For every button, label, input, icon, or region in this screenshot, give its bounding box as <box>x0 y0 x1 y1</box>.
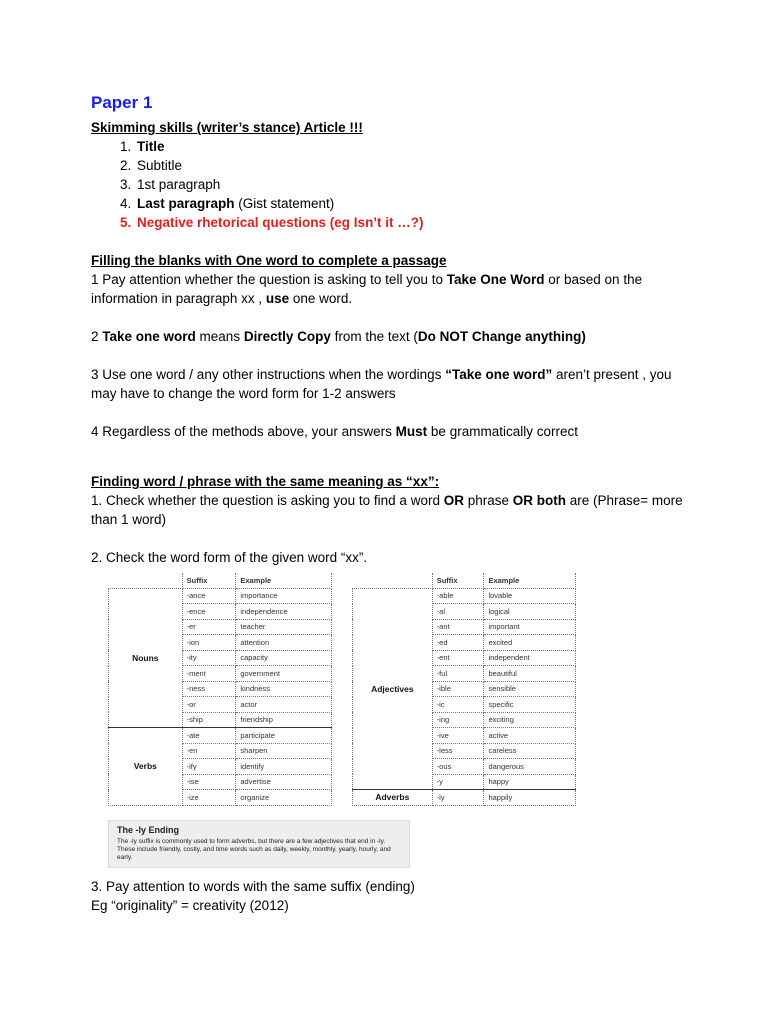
example-cell: teacher <box>236 619 332 635</box>
example-cell: identify <box>236 759 332 775</box>
section-heading-filling-blanks: Filling the blanks with One word to complete a passage <box>91 253 447 268</box>
paragraph: 3. Pay attention to words with the same suffix (ending) <box>91 879 415 894</box>
suffix-cell: -ity <box>182 650 236 666</box>
suffix-cell: -y <box>432 774 484 790</box>
list-item: 5. Negative rhetorical questions (eg Isn’t it …?) <box>135 213 691 232</box>
suffix-column-header: Suffix <box>432 573 484 588</box>
suffix-cell: -able <box>432 588 484 604</box>
suffix-cell: -ise <box>182 774 236 790</box>
suffix-cell: -ment <box>182 666 236 682</box>
document-tail <box>91 877 691 915</box>
ly-ending-title: The -ly Ending <box>117 825 179 835</box>
suffix-cell: -ous <box>432 759 484 775</box>
example-cell: careless <box>484 743 576 759</box>
document-body <box>91 92 691 567</box>
example-cell: actor <box>236 697 332 713</box>
suffix-cell: -ly <box>432 790 484 806</box>
suffix-cell: -ent <box>432 650 484 666</box>
suffix-cell: -ant <box>432 619 484 635</box>
example-cell: capacity <box>236 650 332 666</box>
suffix-cell: -ing <box>432 712 484 728</box>
example-cell: kindness <box>236 681 332 697</box>
suffix-cell: -en <box>182 743 236 759</box>
example-cell: lovable <box>484 588 576 604</box>
example-cell: advertise <box>236 774 332 790</box>
nouns-category-label: Nouns <box>109 588 183 728</box>
suffix-cell: -or <box>182 697 236 713</box>
suffix-cell: -ence <box>182 604 236 620</box>
suffix-cell: -ate <box>182 728 236 744</box>
example-cell: attention <box>236 635 332 651</box>
example-cell: government <box>236 666 332 682</box>
suffix-cell: -ance <box>182 588 236 604</box>
suffix-cell: -ic <box>432 697 484 713</box>
suffix-cell: -less <box>432 743 484 759</box>
example-cell: sharpen <box>236 743 332 759</box>
adverbs-category-label: Adverbs <box>353 790 433 806</box>
example-cell: happy <box>484 774 576 790</box>
example-cell: independent <box>484 650 576 666</box>
paragraph: Eg “originality” = creativity (2012) <box>91 898 289 913</box>
example-cell: exciting <box>484 712 576 728</box>
example-cell: logical <box>484 604 576 620</box>
adjectives-category-label: Adjectives <box>353 588 433 790</box>
table-row <box>353 588 576 604</box>
suffix-cell: -er <box>182 619 236 635</box>
page-title: Paper 1 <box>91 93 153 112</box>
suffix-cell: -ize <box>182 790 236 806</box>
paragraph: 1 Pay attention whether the question is asking to tell you to Take One Word or based on the information in paragraph xx , use one word. <box>91 272 643 306</box>
list-item: 4. Last paragraph (Gist statement) <box>135 194 691 213</box>
suffix-cell: -al <box>432 604 484 620</box>
suffix-cell: -ify <box>182 759 236 775</box>
suffix-cell: -ible <box>432 681 484 697</box>
example-cell: excited <box>484 635 576 651</box>
example-cell: active <box>484 728 576 744</box>
section-heading-same-meaning: Finding word / phrase with the same meaning as “xx”: <box>91 474 440 489</box>
verbs-category-label: Verbs <box>109 728 183 806</box>
list-item: 2. Subtitle <box>135 156 691 175</box>
example-cell: dangerous <box>484 759 576 775</box>
example-cell: sensible <box>484 681 576 697</box>
ly-ending-note <box>108 820 410 868</box>
paragraph: 1. Check whether the question is asking you to find a word OR phrase OR both are (Phrase= more than 1 word) <box>91 493 683 527</box>
paragraph: 3 Use one word / any other instructions when the wordings “Take one word” aren’t present , you may have to change the word form for 1-2 answers <box>91 367 672 401</box>
table-row <box>353 790 576 806</box>
table-row <box>109 728 332 744</box>
example-cell: friendship <box>236 712 332 728</box>
paragraph: 2. Check the word form of the given word “xx”. <box>91 550 368 565</box>
paragraph: 4 Regardless of the methods above, your answers Must be grammatically correct <box>91 424 578 439</box>
suffix-cell: -ion <box>182 635 236 651</box>
table-row <box>109 588 332 604</box>
example-cell: independence <box>236 604 332 620</box>
example-column-header: Example <box>484 573 576 588</box>
list-item: 1. Title <box>135 137 691 156</box>
suffix-cell: -ive <box>432 728 484 744</box>
example-cell: importance <box>236 588 332 604</box>
suffix-cell: -ed <box>432 635 484 651</box>
nouns-verbs-table <box>108 573 332 806</box>
example-cell: organize <box>236 790 332 806</box>
suffix-cell: -ship <box>182 712 236 728</box>
suffix-cell: -ness <box>182 681 236 697</box>
skimming-list <box>91 137 691 232</box>
suffix-table-figure <box>108 573 576 813</box>
example-column-header: Example <box>236 573 332 588</box>
example-cell: important <box>484 619 576 635</box>
example-cell: beautiful <box>484 666 576 682</box>
section-heading-skimming: Skimming skills (writer’s stance) Article !!! <box>91 120 363 135</box>
example-cell: happily <box>484 790 576 806</box>
example-cell: specific <box>484 697 576 713</box>
suffix-column-header: Suffix <box>182 573 236 588</box>
ly-ending-text: The -ly suffix is commonly used to form adverbs, but there are a few adjectives that end in -ly. These include friendly, costly, and time words such as daily, weekly, monthly, yearly, hourly, and early. <box>117 838 391 861</box>
paragraph: 2 Take one word means Directly Copy from the text (Do NOT Change anything) <box>91 329 586 344</box>
suffix-cell: -ful <box>432 666 484 682</box>
adjectives-adverbs-table <box>352 573 576 806</box>
example-cell: participate <box>236 728 332 744</box>
list-item: 3. 1st paragraph <box>135 175 691 194</box>
